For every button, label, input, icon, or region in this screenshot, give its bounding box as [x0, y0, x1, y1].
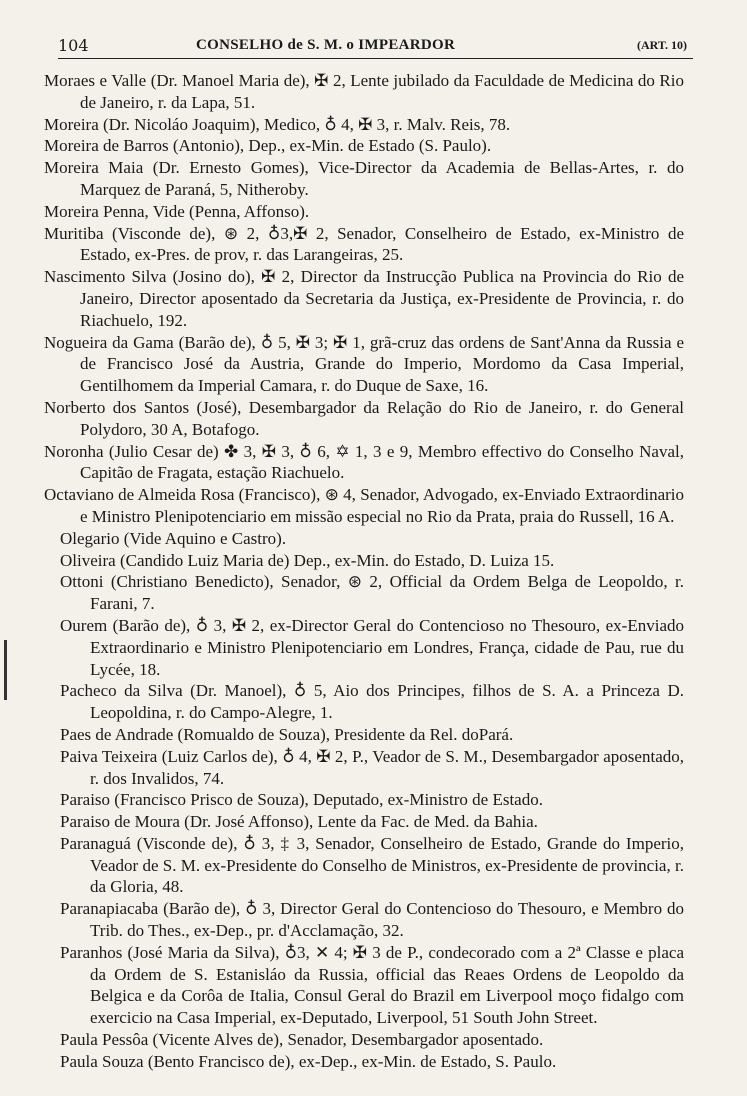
list-item: Moraes e Valle (Dr. Manoel Maria de), ✠ 2, Lente jubilado da Faculdade de Medicina do Rio de Janeiro, r. da Lapa, 51.	[44, 71, 684, 112]
running-title: CONSELHO de S. M. o IMPEARDOR	[196, 37, 456, 53]
list-item: Paula Pessôa (Vicente Alves de), Senador, Desembargador aposentado.	[60, 1030, 544, 1050]
entry-list	[44, 70, 684, 1073]
list-item: Muritiba (Visconde de), ⊛ 2, ♁3,✠ 2, Senador, Conselheiro de Estado, ex-Ministro de Estado, ex-Pres. de prov, r. das Larangeiras, 25.	[44, 223, 684, 265]
list-item: Paranapiacaba (Barão de), ♁ 3, Director Geral do Contencioso do Thesouro, e Membro do Trib. do Thes., ex-Dep., pr. d'Acclamação, 32.	[60, 899, 684, 941]
list-item: Oliveira (Candido Luiz Maria de) Dep., ex-Min. do Estado, D. Luiza 15.	[60, 550, 555, 570]
list-item: Moreira Penna, Vide (Penna, Affonso).	[44, 201, 310, 221]
list-item: Ottoni (Christiano Benedicto), Senador, ⊛ 2, Official da Ordem Belga de Leopoldo, r. Farani, 7.	[60, 572, 684, 614]
list-item: Paiva Teixeira (Luiz Carlos de), ♁ 4, ✠ 2, P., Veador de S. M., Desembargador aposentado, r. dos Invalidos, 74.	[60, 746, 684, 788]
article-label: (ART. 10)	[636, 38, 687, 52]
list-item: Norberto dos Santos (José), Desembargador da Relação do Rio de Janeiro, r. do General Polydoro, 30 A, Botafogo.	[44, 397, 684, 439]
list-item: Pacheco da Silva (Dr. Manoel), ♁ 5, Aio dos Principes, filhos de S. A. a Princeza D. Leopoldina, r. do Campo-Alegre, 1.	[60, 681, 684, 723]
list-item: Noronha (Julio Cesar de) ✤ 3, ✠ 3, ♁ 6, ✡ 1, 3 e 9, Membro effectivo do Conselho Naval, Capitão de Fragata, estação Riachuelo.	[44, 441, 684, 483]
list-item: Paranhos (José Maria da Silva), ♁3, ✕ 4; ✠ 3 de P., condecorado com a 2ª Classe e placa da Ordem de S. Estanisláo da Russia, official das Reaes Ordens de Leopoldo da Belgica e da Corôa de Italia, Consul Geral do Brazil em Liverpool moço fidalgo com exercicio na Casa Imperial, ex-Deputado, Liverpool, 51 South John Street.	[60, 942, 684, 1028]
list-item: Octaviano de Almeida Rosa (Francisco), ⊛ 4, Senador, Advogado, ex-Enviado Extraordinario e Ministro Plenipotenciario em missão especial no Rio da Prata, praia do Russell, 16 A.	[44, 485, 684, 526]
list-item: Olegario (Vide Aquino e Castro).	[60, 528, 287, 548]
list-item: Paula Souza (Bento Francisco de), ex-Dep., ex-Min. de Estado, S. Paulo.	[60, 1051, 557, 1071]
list-item: Moreira Maia (Dr. Ernesto Gomes), Vice-Director da Academia de Bellas-Artes, r. do Marquez de Paraná, 5, Nitheroby.	[44, 158, 684, 199]
binding-edge-mark	[4, 640, 7, 700]
list-item: Paraiso (Francisco Prisco de Souza), Deputado, ex-Ministro de Estado.	[60, 790, 543, 810]
list-item: Nogueira da Gama (Barão de), ♁ 5, ✠ 3; ✠ 1, grã-cruz das ordens de Sant'Anna da Russia e de Francisco José da Austria, Grande do Imperio, Mordomo da Casa Imperial, Gentilhomem da Imperial Camara, r. do Duque de Saxe, 16.	[44, 332, 684, 396]
page-number: 104	[58, 36, 89, 55]
list-item: Ourem (Barão de), ♁ 3, ✠ 2, ex-Director Geral do Contencioso no Thesouro, ex-Enviado Extraordinario e Ministro Plenipotenciario em Londres, França, cidade de Pau, rue du Lycée, 18.	[60, 615, 684, 679]
list-item: Nascimento Silva (Josino do), ✠ 2, Director da Instrucção Publica na Provincia do Rio de Janeiro, Director aposentado da Secretaria da Justiça, ex-Presidente de Provincia, r. do Riachuelo, 192.	[44, 267, 684, 330]
page-header	[58, 36, 693, 59]
list-item: Paraiso de Moura (Dr. José Affonso), Lente da Fac. de Med. da Bahia.	[60, 812, 538, 832]
list-item: Moreira de Barros (Antonio), Dep., ex-Min. de Estado (S. Paulo).	[44, 136, 492, 156]
list-item: Paes de Andrade (Romualdo de Souza), Presidente da Rel. doPará.	[60, 724, 514, 744]
list-item: Paranaguá (Visconde de), ♁ 3, ‡ 3, Senador, Conselheiro de Estado, Grande do Imperio, Veador de S. M. ex-Presidente do Conselho de Ministros, ex-Presidente de provincia, r. da Gloria, 48.	[60, 833, 684, 897]
list-item: Moreira (Dr. Nicoláo Joaquim), Medico, ♁ 4, ✠ 3, r. Malv. Reis, 78.	[44, 114, 511, 134]
